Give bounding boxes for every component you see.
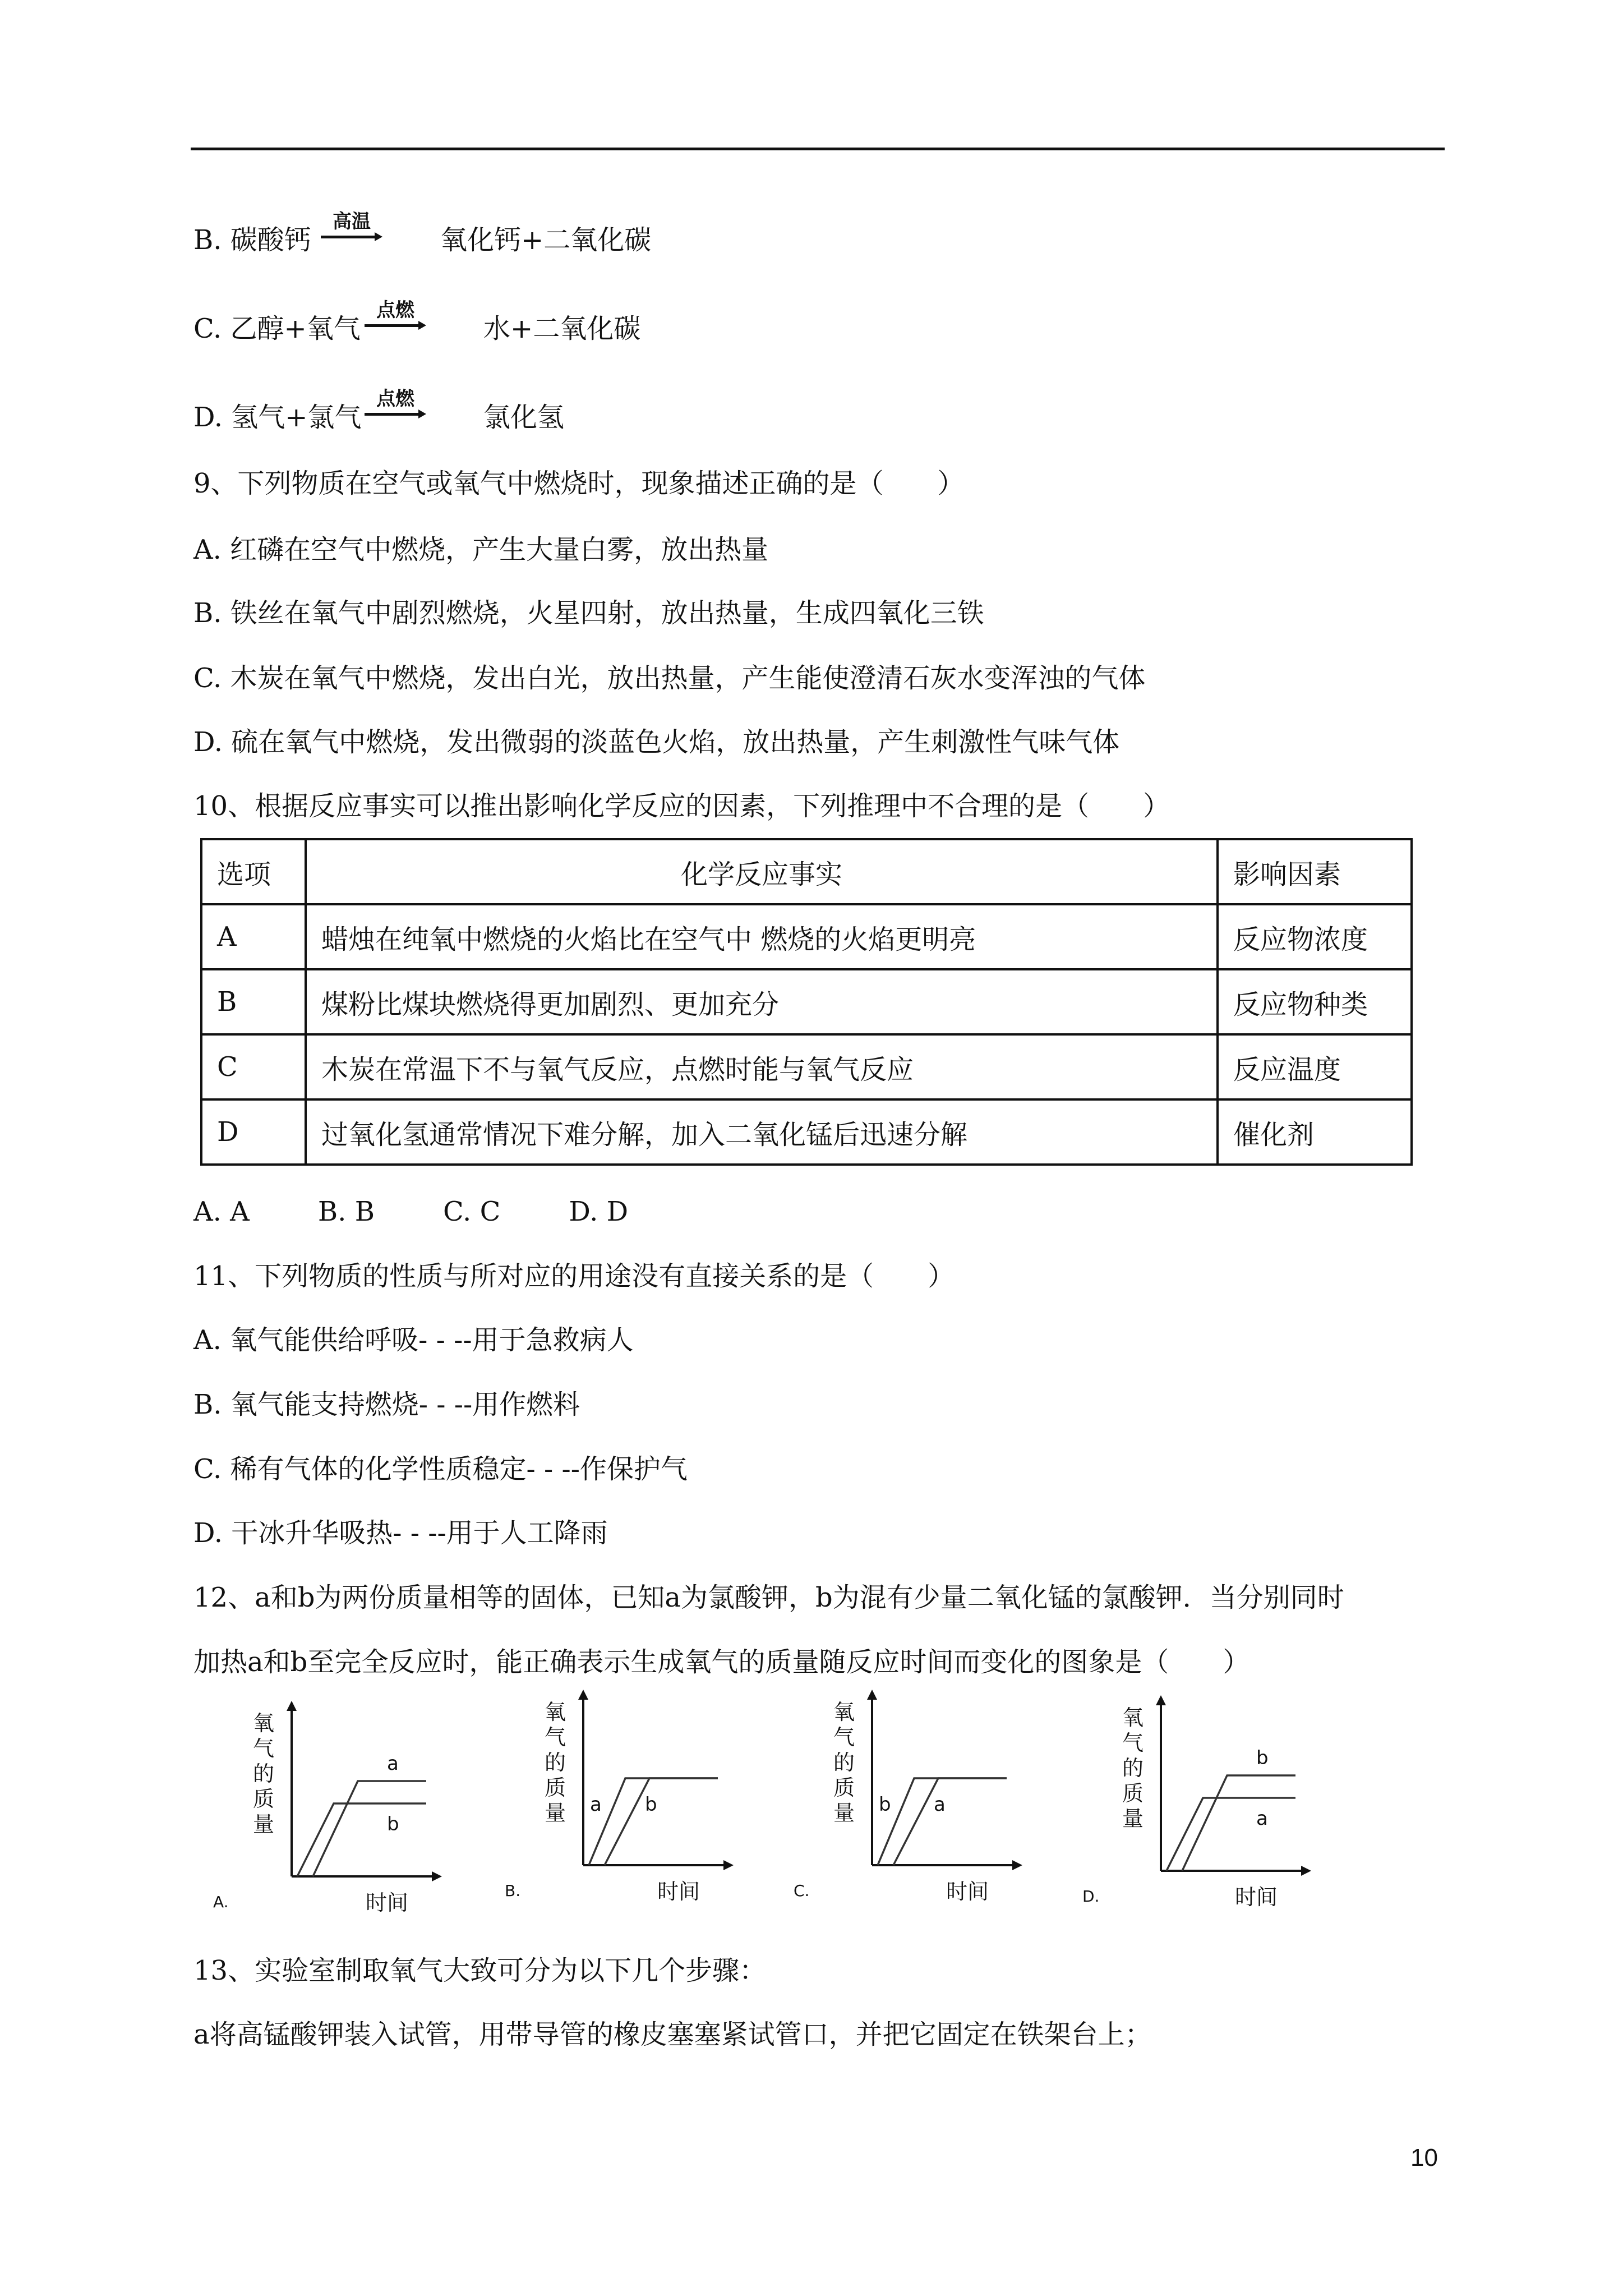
x-axis-arrow: [1012, 1860, 1022, 1870]
y-axis-label-char: 量: [252, 1812, 275, 1837]
q9-option-c: C. 木炭在氧气中燃烧，发出白光，放出热量，产生能使澄清石灰水变浑浊的气体: [193, 662, 1146, 694]
series-line-a: [589, 1778, 718, 1865]
y-axis-label-char: 的: [1122, 1756, 1144, 1780]
series-label-a: a: [934, 1793, 946, 1816]
reaction-arrow-high-temp: [321, 211, 382, 250]
q12-graph-b: [494, 1688, 751, 1910]
x-axis-label: 时间: [365, 1890, 409, 1915]
q8-option-c-reactants: C. 乙醇+氧气: [193, 313, 361, 344]
q9-option-b: B. 铁丝在氧气中剧烈燃烧，火星四射，放出热量，生成四氧化三铁: [193, 597, 984, 629]
header-fact: 化学反应事实: [306, 839, 1218, 904]
series-line-b: [297, 1803, 426, 1876]
x-axis-label: 时间: [1234, 1885, 1278, 1910]
table-row: [201, 969, 1412, 1034]
y-axis-arrow: [867, 1690, 877, 1700]
q13-stem: 13、实验室制取氧气大致可分为以下几个步骤：: [193, 1955, 767, 1986]
q8-option-b-products: 氧化钙+二氧化碳: [440, 224, 652, 256]
condition-label: 点燃: [376, 388, 414, 410]
series-line-a: [313, 1781, 426, 1876]
option-label: C.: [794, 1881, 810, 1900]
y-axis-label-char: 质: [1122, 1781, 1144, 1806]
series-label-a: a: [590, 1793, 602, 1816]
q8-option-d-products: 氯化氢: [483, 402, 565, 433]
row-factor: 反应物浓度: [1218, 904, 1412, 969]
row-factor: 反应物种类: [1218, 969, 1412, 1034]
condition-label: 点燃: [376, 299, 414, 321]
series-label-b: b: [387, 1813, 399, 1835]
q11-option-c: C. 稀有气体的化学性质稳定- - --作保护气: [193, 1453, 688, 1485]
q10-stem: 10、根据反应事实可以推出影响化学反应的因素，下列推理中不合理的是（ ）: [193, 790, 1170, 822]
series-line-b: [1182, 1775, 1295, 1871]
q9-option-a: A. 红磷在空气中燃烧，产生大量白雾，放出热量: [193, 534, 769, 565]
x-axis-label: 时间: [946, 1879, 989, 1904]
row-fact: 木炭在常温下不与氧气反应，点燃时能与氧气反应: [306, 1034, 1218, 1099]
series-label-b: b: [645, 1793, 657, 1816]
series-label-a: a: [387, 1752, 399, 1775]
q8-option-c-products: 水+二氧化碳: [483, 313, 641, 344]
condition-label: 高温: [333, 210, 371, 233]
y-axis-label-char: 质: [544, 1775, 566, 1800]
row-option: D: [201, 1099, 306, 1165]
q9-stem: 9、下列物质在空气或氧气中燃烧时，现象描述正确的是（ ）: [193, 468, 965, 499]
series-label-b: b: [1256, 1747, 1269, 1769]
row-factor: 反应温度: [1218, 1034, 1412, 1099]
option-label: B.: [505, 1881, 521, 1900]
y-axis-label-char: 氧: [252, 1711, 275, 1736]
x-axis-arrow: [1301, 1866, 1311, 1876]
table-row: [201, 904, 1412, 969]
option-label: A.: [213, 1893, 229, 1911]
q12-graph-d: [1071, 1694, 1329, 1915]
q11-option-a: A. 氧气能供给呼吸- - --用于急救病人: [193, 1324, 634, 1356]
q11-option-d: D. 干冰升华吸热- - --用于人工降雨: [193, 1517, 608, 1549]
y-axis-label-char: 气: [833, 1725, 855, 1750]
q12-graph-a: [202, 1700, 460, 1921]
row-fact: 蜡烛在纯氧中燃烧的火焰比在空气中 燃烧的火焰更明亮: [306, 904, 1218, 969]
q11-stem: 11、下列物质的性质与所对应的用途没有直接关系的是（ ）: [193, 1260, 955, 1292]
y-axis-arrow: [578, 1690, 588, 1700]
y-axis-label-char: 气: [252, 1736, 275, 1761]
y-axis-label-char: 气: [544, 1725, 566, 1750]
row-fact: 煤粉比煤块燃烧得更加剧烈、更加充分: [306, 969, 1218, 1034]
header-option: 选项: [201, 839, 306, 904]
table-row: [201, 1034, 1412, 1099]
option-label: D.: [1082, 1887, 1100, 1906]
q11-option-b: B. 氧气能支持燃烧- - --用作燃料: [193, 1389, 580, 1420]
y-axis-label-char: 质: [833, 1775, 855, 1800]
y-axis-label-char: 氧: [833, 1700, 855, 1724]
series-label-b: b: [879, 1793, 891, 1816]
x-axis-arrow: [723, 1860, 734, 1870]
series-line-a: [893, 1778, 1007, 1865]
row-option: B: [201, 969, 306, 1034]
row-factor: 催化剂: [1218, 1099, 1412, 1165]
row-option: C: [201, 1034, 306, 1099]
y-axis-label-char: 气: [1122, 1731, 1144, 1755]
y-axis-arrow: [1156, 1695, 1166, 1705]
q10-table: [200, 838, 1413, 1166]
series-line-b: [605, 1778, 718, 1865]
series-line-b: [878, 1778, 1007, 1865]
q10-answer-options: A. A B. B C. C D. D: [193, 1196, 629, 1227]
reaction-arrow-ignite: [365, 300, 426, 339]
series-label-a: a: [1256, 1807, 1268, 1830]
y-axis-label-char: 氧: [1122, 1705, 1144, 1730]
y-axis-arrow: [287, 1701, 297, 1711]
header-rule: [191, 148, 1445, 150]
q12-stem-line-2: 加热a和b至完全反应时，能正确表示生成氧气的质量随反应时间而变化的图象是（ ）: [193, 1646, 1250, 1678]
q12-graph-c: [782, 1688, 1040, 1910]
reaction-arrow-ignite: [365, 388, 426, 427]
row-fact: 过氧化氢通常情况下难分解，加入二氧化锰后迅速分解: [306, 1099, 1218, 1165]
table-header-row: [201, 839, 1412, 904]
q12-stem-line-1: 12、a和b为两份质量相等的固体，已知a为氯酸钾，b为混有少量二氧化锰的氯酸钾．当分别同时: [193, 1582, 1344, 1613]
q9-option-d: D. 硫在氧气中燃烧，发出微弱的淡蓝色火焰，放出热量，产生刺激性气味气体: [193, 726, 1120, 758]
q8-option-b-reactants: B. 碳酸钙: [193, 224, 311, 256]
q13-step-a: a将高锰酸钾装入试管，用带导管的橡皮塞塞紧试管口，并把它固定在铁架台上；: [193, 2019, 1152, 2050]
x-axis-label: 时间: [657, 1879, 700, 1904]
y-axis-label-char: 量: [833, 1801, 855, 1825]
table-row: [201, 1099, 1412, 1165]
q8-option-d-reactants: D. 氢气+氯气: [193, 402, 362, 433]
y-axis-label-char: 量: [1122, 1806, 1144, 1831]
series-line-a: [1166, 1798, 1295, 1871]
x-axis-arrow: [432, 1871, 442, 1881]
header-factor: 影响因素: [1218, 839, 1412, 904]
y-axis-label-char: 的: [544, 1750, 566, 1775]
y-axis-label-char: 的: [833, 1750, 855, 1775]
y-axis-label-char: 量: [544, 1801, 566, 1825]
page-number: 10: [1410, 2144, 1438, 2171]
y-axis-label-char: 质: [252, 1787, 275, 1811]
row-option: A: [201, 904, 306, 969]
y-axis-label-char: 的: [252, 1761, 275, 1786]
y-axis-label-char: 氧: [544, 1700, 566, 1724]
